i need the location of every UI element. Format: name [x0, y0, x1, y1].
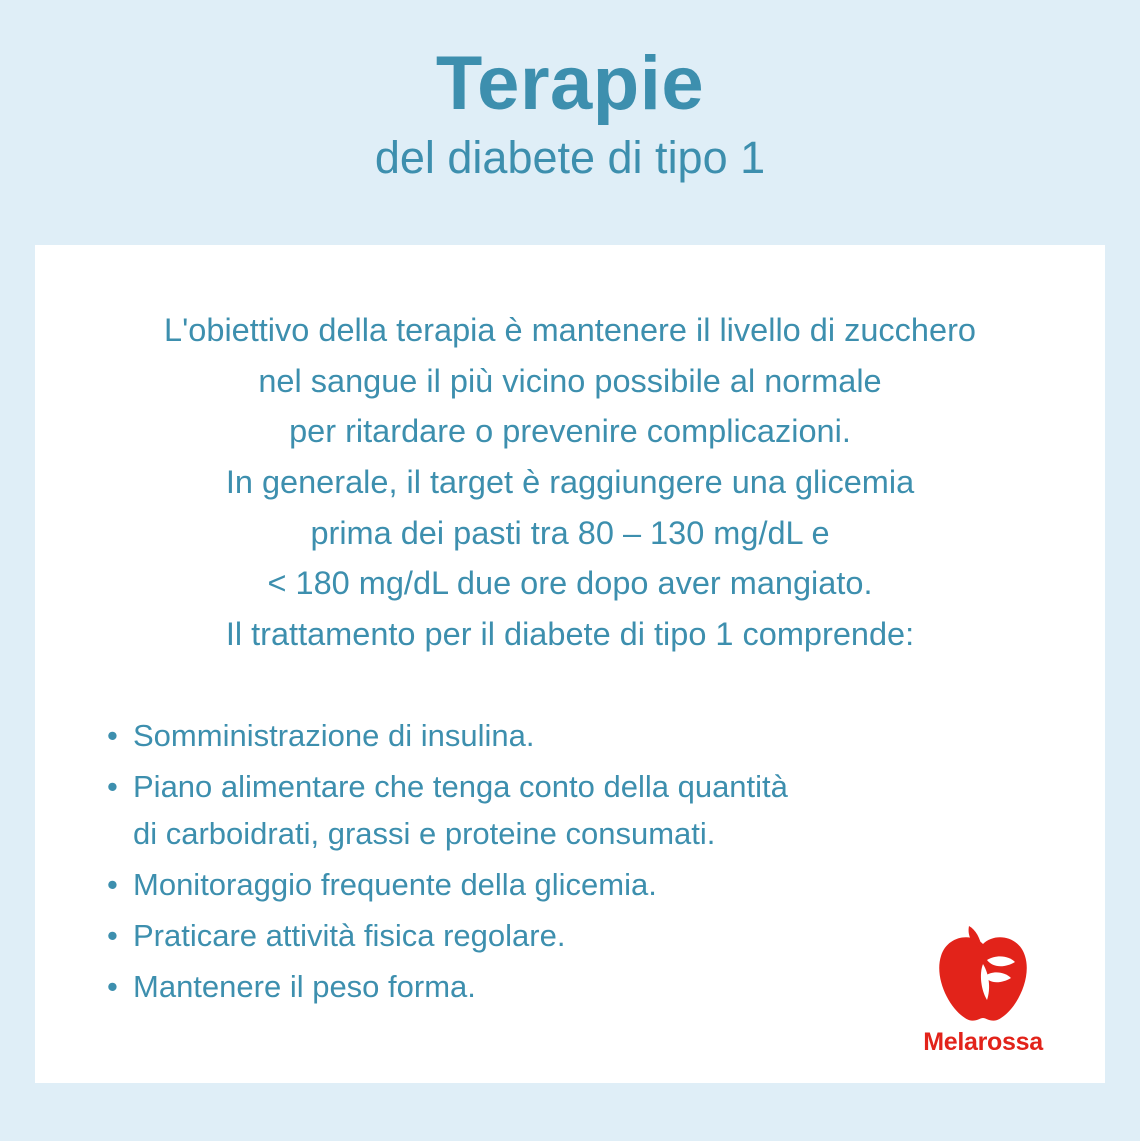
- list-item-line1: Monitoraggio frequente della glicemia.: [133, 867, 657, 903]
- brand-logo: [913, 926, 1053, 1057]
- list-item-line1: Mantenere il peso forma.: [133, 969, 476, 1005]
- intro-line: per ritardare o prevenire complicazioni.: [289, 413, 851, 450]
- bullet-icon: •: [107, 969, 118, 1005]
- page-subtitle: del diabete di tipo 1: [374, 131, 766, 183]
- brand-wordmark: Melarossa: [923, 1028, 1043, 1056]
- poster-header: [0, 0, 1140, 184]
- content-card: [35, 245, 1105, 1083]
- list-item: [107, 763, 1105, 857]
- list-item-line1: Piano alimentare che tenga conto della quantità: [133, 768, 788, 804]
- intro-line: L'obiettivo della terapia è mantenere il livello di zucchero: [164, 312, 976, 348]
- intro-line: prima dei pasti tra 80 – 130 mg/dL e: [310, 514, 830, 551]
- bullet-icon: •: [107, 867, 118, 903]
- intro-line: In generale, il target è raggiungere una glicemia: [225, 464, 915, 501]
- intro-line: Il trattamento per il diabete di tipo 1 comprende:: [225, 616, 915, 653]
- list-item: [107, 712, 1105, 759]
- list-item-line1: Praticare attività fisica regolare.: [133, 918, 566, 954]
- bullet-icon: •: [107, 768, 118, 804]
- intro-paragraph: [35, 245, 1105, 660]
- bullet-icon: •: [107, 918, 118, 954]
- bullet-icon: •: [107, 717, 118, 753]
- list-item-line2: di carboidrati, grassi e proteine consumati.: [133, 816, 716, 852]
- page-title: Terapie: [435, 41, 705, 126]
- list-item: [107, 861, 1105, 908]
- intro-line: < 180 mg/dL due ore dopo aver mangiato.: [267, 565, 873, 602]
- list-item-line1: Somministrazione di insulina.: [133, 717, 535, 753]
- intro-line: nel sangue il più vicino possibile al normale: [258, 362, 882, 399]
- apple-icon: [927, 926, 1039, 1026]
